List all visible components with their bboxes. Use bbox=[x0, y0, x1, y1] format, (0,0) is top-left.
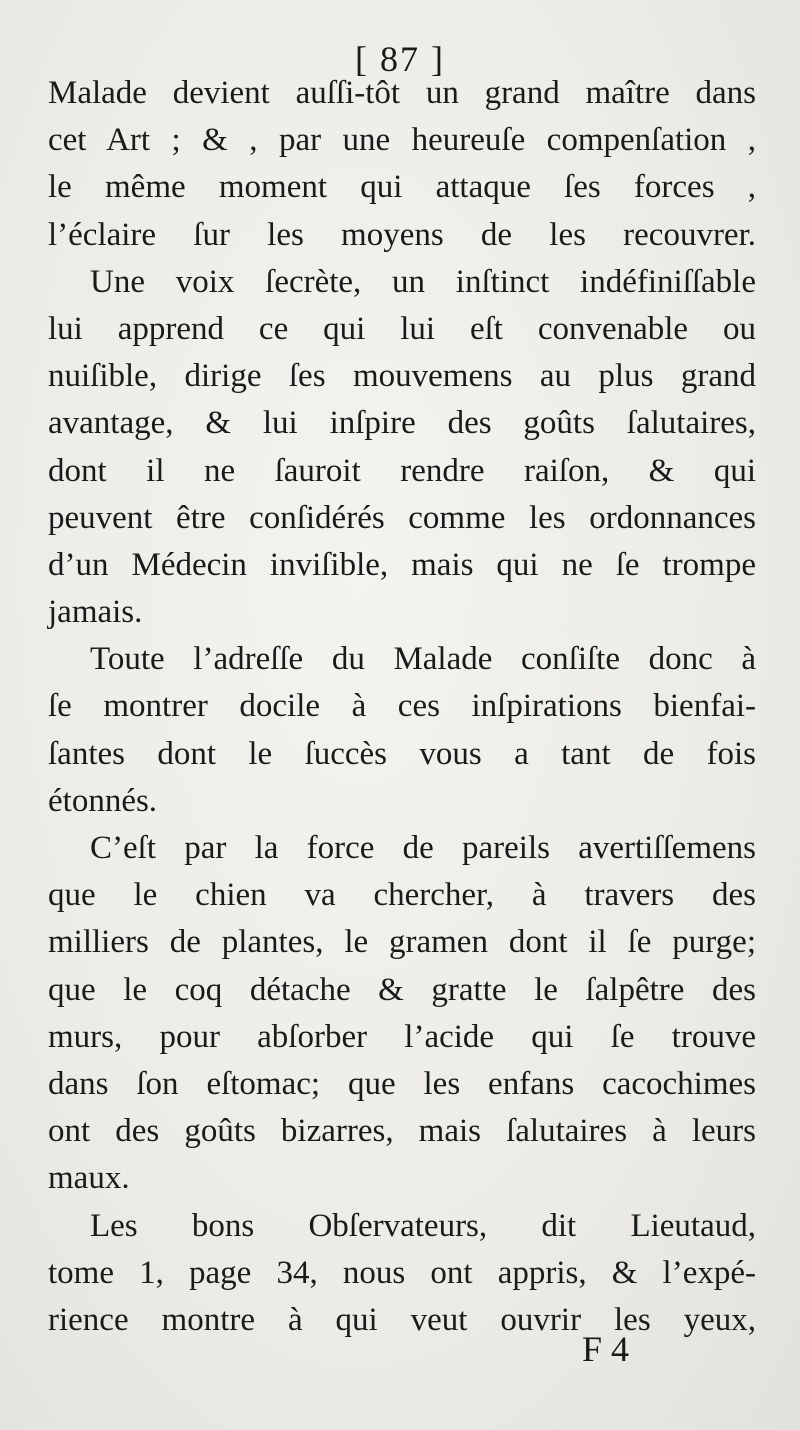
text-line: Malade devient auſſi-tôt un grand maître dans bbox=[48, 75, 756, 111]
text-line: lui apprend ce qui lui eſt convenable ou bbox=[48, 310, 756, 347]
body-text bbox=[48, 70, 756, 1344]
text-line: maux. bbox=[48, 1160, 130, 1197]
text-line: le même moment qui attaque ſes forces , bbox=[48, 169, 756, 206]
text-line: ſantes dont le ſuccès vous a tant de fois bbox=[48, 735, 756, 772]
text-line: C’eſt par la force de pareils avertiſſemens bbox=[90, 830, 756, 866]
text-line: Une voix ſecrète, un inſtinct indéfiniſſable bbox=[90, 263, 756, 300]
text-line: que le chien va chercher, à travers des bbox=[48, 877, 756, 914]
page-number: [ 87 ] bbox=[355, 39, 445, 79]
text-line: nuiſible, dirige ſes mouvemens au plus grand bbox=[48, 358, 756, 395]
text-line: murs, pour abſorber l’acide qui ſe trouve bbox=[48, 1018, 756, 1055]
text-line: dont il ne ſauroit rendre raiſon, & qui bbox=[48, 452, 756, 489]
text-line: tome 1, page 34, nous ont appris, & l’expé- bbox=[48, 1254, 756, 1291]
text-line: avantage, & lui inſpire des goûts ſalutaires, bbox=[48, 405, 756, 442]
text-line: ſe montrer docile à ces inſpirations bienfai- bbox=[48, 688, 756, 725]
text-line: milliers de plantes, le gramen dont il ſe purge; bbox=[48, 924, 756, 961]
text-line: peuvent être conſidérés comme les ordonnances bbox=[48, 499, 756, 536]
signature-mark: F 4 bbox=[582, 1329, 630, 1369]
text-line: l’éclaire ſur les moyens de les recouvrer. bbox=[48, 216, 756, 253]
text-line: jamais. bbox=[48, 594, 143, 631]
text-line: dans ſon eſtomac; que les enfans cacochimes bbox=[48, 1065, 756, 1102]
text-line: Toute l’adreſſe du Malade conſiſte donc à bbox=[90, 641, 756, 678]
text-line: que le coq détache & gratte le ſalpêtre des bbox=[48, 971, 756, 1008]
text-line: étonnés. bbox=[48, 782, 158, 819]
text-line: d’un Médecin inviſible, mais qui ne ſe trompe bbox=[48, 546, 756, 583]
text-line: Les bons Obſervateurs, dit Lieutaud, bbox=[90, 1207, 756, 1244]
text-line: ont des goûts bizarres, mais ſalutaires à leurs bbox=[48, 1113, 756, 1150]
text-line: rience montre à qui veut ouvrir les yeux, bbox=[48, 1301, 756, 1338]
text-line: cet Art ; & , par une heureuſe compenſation , bbox=[48, 122, 756, 159]
